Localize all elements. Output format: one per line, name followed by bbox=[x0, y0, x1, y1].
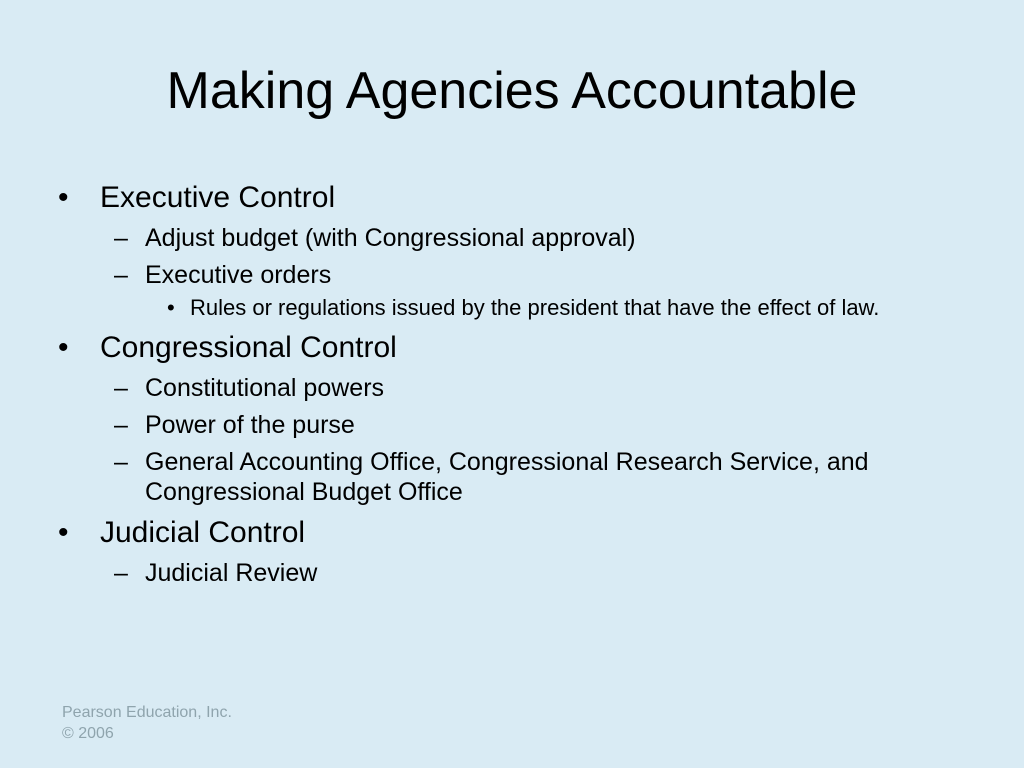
sub-bullet-text: Power of the purse bbox=[145, 410, 355, 439]
sub-bullet-constitutional-powers bbox=[100, 373, 968, 403]
sub-bullet-list bbox=[100, 223, 968, 322]
sub-bullet-judicial-review bbox=[100, 558, 968, 588]
bullet-congressional-control bbox=[58, 330, 968, 507]
footer-copyright bbox=[62, 703, 232, 745]
sub-bullet-executive-orders bbox=[100, 260, 968, 322]
footer-publisher: Pearson Education, Inc. bbox=[62, 704, 232, 721]
bullet-marker: • bbox=[58, 181, 69, 214]
bullet-marker: • bbox=[58, 515, 69, 549]
sub-bullet-text: Adjust budget (with Congressional approval) bbox=[145, 224, 636, 252]
sub-bullet-list bbox=[100, 558, 968, 588]
dash-marker: – bbox=[114, 373, 128, 402]
sub-sub-bullet-list bbox=[145, 295, 968, 322]
bullet-text: Judicial Control bbox=[100, 515, 306, 549]
sub-bullet-text: Judicial Review bbox=[145, 558, 318, 587]
bullet-text: Congressional Control bbox=[100, 330, 397, 364]
dash-marker: – bbox=[114, 410, 128, 439]
bullet-executive-control bbox=[58, 180, 968, 322]
bullet-list bbox=[58, 180, 968, 588]
sub-sub-bullet-rules bbox=[145, 295, 968, 322]
slide-content bbox=[58, 180, 968, 588]
dash-marker: – bbox=[114, 558, 128, 587]
sub-bullet-adjust-budget bbox=[100, 223, 968, 253]
sub-bullet-text: Constitutional powers bbox=[145, 373, 385, 402]
sub-bullet-list bbox=[100, 373, 968, 507]
bullet-text: Executive Control bbox=[100, 181, 336, 214]
bullet-judicial-control bbox=[58, 515, 968, 588]
sub-bullet-general-accounting-office bbox=[100, 447, 968, 507]
dash-marker: – bbox=[114, 224, 128, 252]
bullet-marker: • bbox=[58, 330, 69, 364]
sub-bullet-text: Executive orders bbox=[145, 261, 332, 289]
slide-title: Making Agencies Accountable bbox=[166, 62, 858, 120]
dash-marker: – bbox=[114, 447, 128, 476]
bullet-marker: • bbox=[167, 295, 175, 320]
footer-year: © 2006 bbox=[62, 724, 114, 742]
sub-sub-bullet-text: Rules or regulations issued by the president that have the effect of law. bbox=[190, 295, 880, 320]
sub-bullet-power-of-purse bbox=[100, 410, 968, 440]
sub-bullet-text: General Accounting Office, Congressional Research Service, and Congressional Budget Office bbox=[145, 447, 869, 506]
dash-marker: – bbox=[114, 261, 128, 289]
